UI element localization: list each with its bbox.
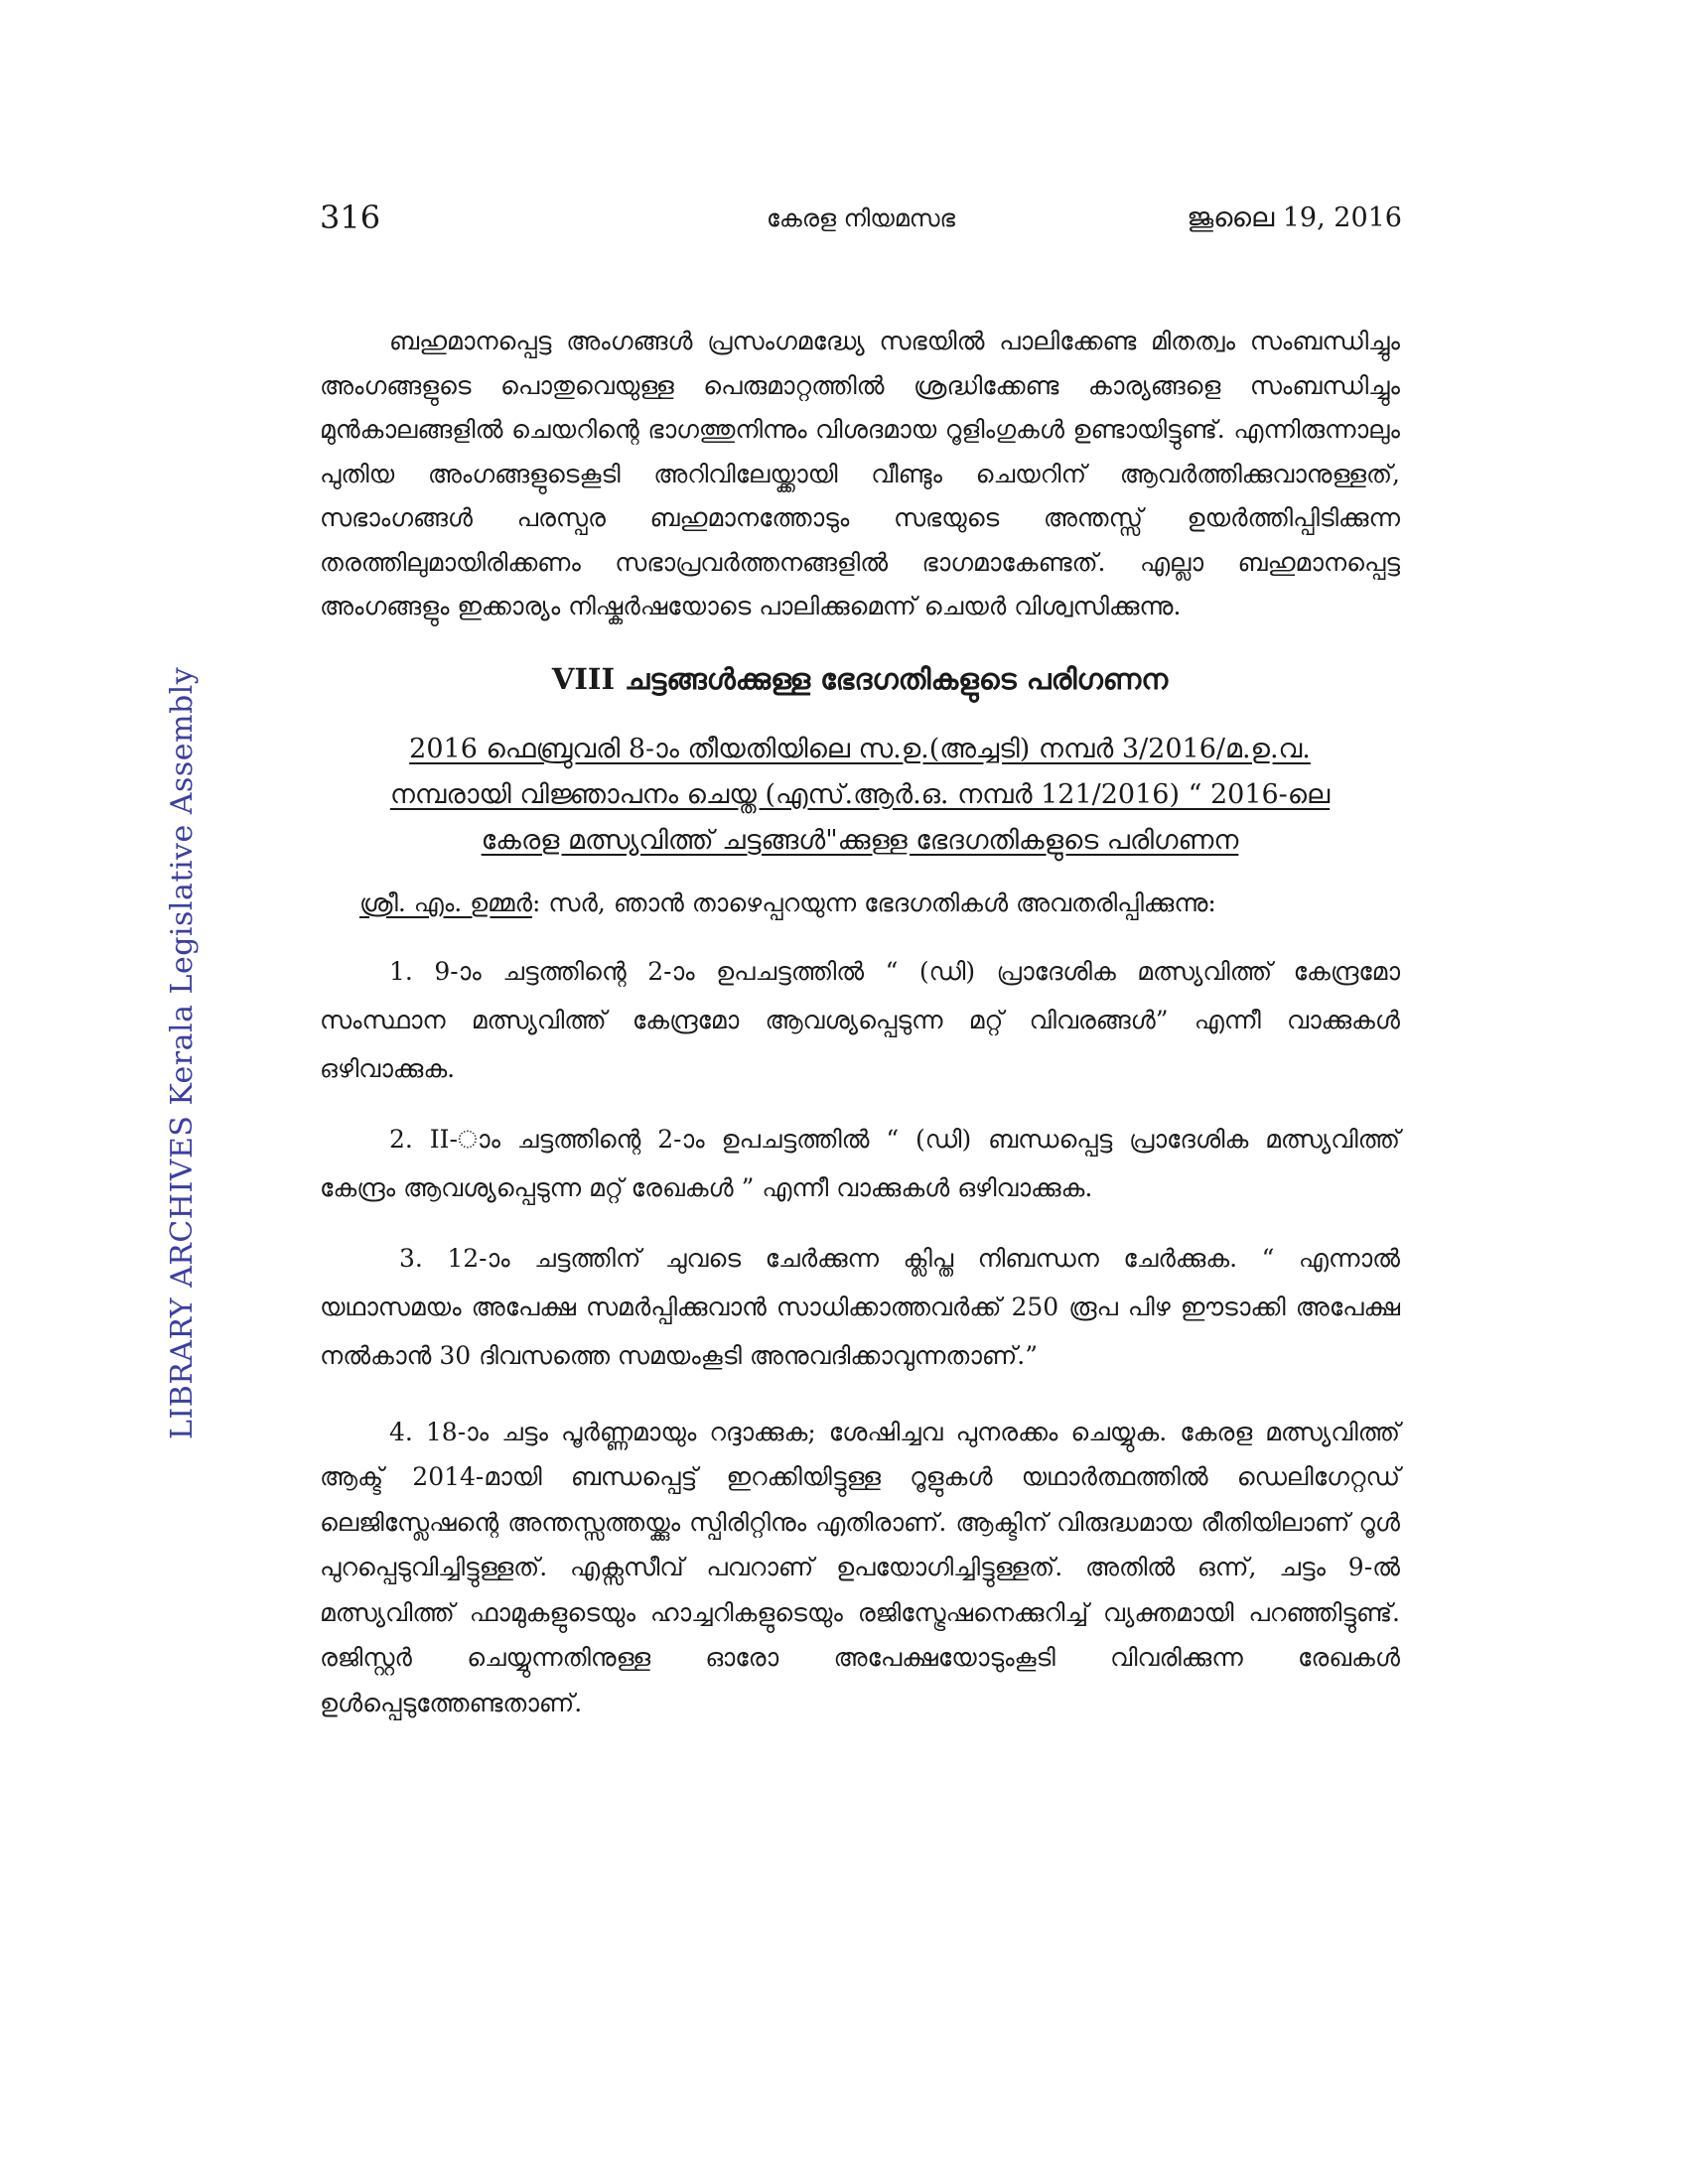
archive-stamp: LIBRARY ARCHIVES Kerala Legislative Assembly — [165, 666, 200, 1439]
subheading-line: 2016 ഫെബ്രുവരി 8-ാം തീയതിയിലെ സ.ഉ.(അച്ചടി) നമ്പർ 3/2016/മ.ഉ.വ. — [409, 733, 1311, 764]
subheading — [320, 727, 1400, 864]
speaker-text: : സർ, ഞാൻ താഴെപ്പറയുന്ന ഭേദഗതികൾ അവതരിപ്പിക്കുന്നു: — [532, 887, 1216, 917]
header-date: ജൂലൈ 19, 2016 — [1187, 203, 1402, 233]
header-title: കേരള നിയമസഭ — [766, 205, 956, 232]
amendment-item: 2. II-ാം ചട്ടത്തിന്റെ 2-ാം ഉപചട്ടത്തിൽ “ (ഡി) ബന്ധപ്പെട്ട പ്രാദേശിക മത്സ്യവിത്ത് കേന്ദ്രം ആവശ്യപ്പെടുന്ന മറ്റ് രേഖകൾ ” എന്നീ വാക്കുകൾ ഒഴിവാക്കുക. — [320, 1124, 1400, 1202]
intro-paragraph: ബഹുമാനപ്പെട്ട അംഗങ്ങൾ പ്രസംഗമദ്ധ്യേ സഭയിൽ പാലിക്കേണ്ട മിതത്വം സംബന്ധിച്ചും അംഗങ്ങളുടെ പൊതുവെയുള്ള പെരുമാറ്റത്തിൽ ശ്രദ്ധിക്കേണ്ട കാര്യങ്ങളെ സംബന്ധിച്ചും മുൻകാലങ്ങളിൽ ചെയറിന്റെ ഭാഗത്തുനിന്നും വിശദമായ റൂളിംഗുകൾ ഉണ്ടായിട്ടുണ്ട്. എന്നിരുന്നാലും പുതിയ അംഗങ്ങളുടെകൂടി അറിവിലേയ്ക്കായി വീണ്ടും ചെയറിന് ആവർത്തിക്കുവാനുള്ളത്, സഭാംഗങ്ങൾ പരസ്പര ബഹുമാനത്തോടും സഭയുടെ അന്തസ്സ് ഉയർത്തിപ്പിടിക്കുന്ന തരത്തിലുമായിരിക്കണം സഭാപ്രവർത്തനങ്ങളിൽ ഭാഗമാകേണ്ടത്. എല്ലാ ബഹുമാനപ്പെട്ട അംഗങ്ങളും ഇക്കാര്യം നിഷ്കർഷയോടെ പാലിക്കുമെന്ന് ചെയർ വിശ്വസിക്കുന്നു. — [320, 327, 1400, 620]
amendment-item: 3. 12-ാം ചട്ടത്തിന് ചുവടെ ചേർക്കുന്ന ക്ലിപ്ത നിബന്ധന ചേർക്കുക. “ എന്നാൽ യഥാസമയം അപേക്ഷ സമർപ്പിക്കുവാൻ സാധിക്കാത്തവർക്ക് 250 രൂപ പിഴ ഈടാക്കി അപേക്ഷ നൽകാൻ 30 ദിവസത്തെ സമയംകൂടി അനുവദിക്കാവുന്നതാണ്.” — [320, 1243, 1400, 1370]
amendment-item: 1. 9-ാം ചട്ടത്തിന്റെ 2-ാം ഉപചട്ടത്തിൽ “ (ഡി) പ്രാദേശിക മത്സ്യവിത്ത് കേന്ദ്രമോ സംസ്ഥാന മത്സ്യവിത്ത് കേന്ദ്രമോ ആവശ്യപ്പെടുന്ന മറ്റ് വിവരങ്ങൾ” എന്നീ വാക്കുകൾ ഒഴിവാക്കുക. — [320, 956, 1400, 1083]
subheading-line: നമ്പരായി വിജ്ഞാപനം ചെയ്ത (എസ്.ആർ.ഒ. നമ്പർ 121/2016) “ 2016-ലെ — [389, 778, 1331, 810]
page-number: 316 — [320, 199, 381, 236]
subheading-line: കേരള മത്സ്യവിത്ത് ചട്ടങ്ങൾ"ക്കുള്ള ഭേദഗതികളുടെ പരിഗണന — [481, 824, 1239, 856]
amendment-item: 4. 18-ാം ചട്ടം പൂർണ്ണമായും റദ്ദാക്കുക; ശേഷിച്ചവ പുനരക്കം ചെയ്യുക. കേരള മത്സ്യവിത്ത് ആക്ട് 2014-മായി ബന്ധപ്പെട്ട് ഇറക്കിയിട്ടുള്ള റൂളുകൾ യഥാർത്ഥത്തിൽ ഡെലിഗേറ്റഡ് ലെജിസ്ലേഷന്റെ അന്തസ്സത്തയ്ക്കും സ്പിരിറ്റിനും എതിരാണ്. ആക്ടിന് വിരുദ്ധമായ രീതിയിലാണ് റൂൾ പുറപ്പെടുവിച്ചിട്ടുള്ളത്. എക്സസീവ് പവറാണ് ഉപയോഗിച്ചിട്ടുള്ളത്. അതിൽ ഒന്ന്, ചട്ടം 9-ൽ മത്സ്യവിത്ത് ഫാമുകളുടെയും ഹാച്ചറികളുടെയും രജിസ്ട്രേഷനെക്കുറിച്ച് വ്യക്തമായി പറഞ്ഞിട്ടുണ്ട്. രജിസ്റ്റർ ചെയ്യുന്നതിനുള്ള ഓരോ അപേക്ഷയോടുംകൂടി വിവരിക്കുന്ന രേഖകൾ ഉൾപ്പെടുത്തേണ്ടതാണ്. — [320, 1417, 1401, 1717]
speaker-line — [320, 882, 1400, 925]
page-header — [320, 199, 1402, 246]
speaker-name: ശ്രീ. എം. ഉമ്മർ — [359, 887, 533, 917]
section-heading: VIII ചട്ടങ്ങൾക്കുള്ള ഭേദഗതികളുടെ പരിഗണന — [551, 661, 1169, 696]
document-body — [320, 320, 1400, 1725]
